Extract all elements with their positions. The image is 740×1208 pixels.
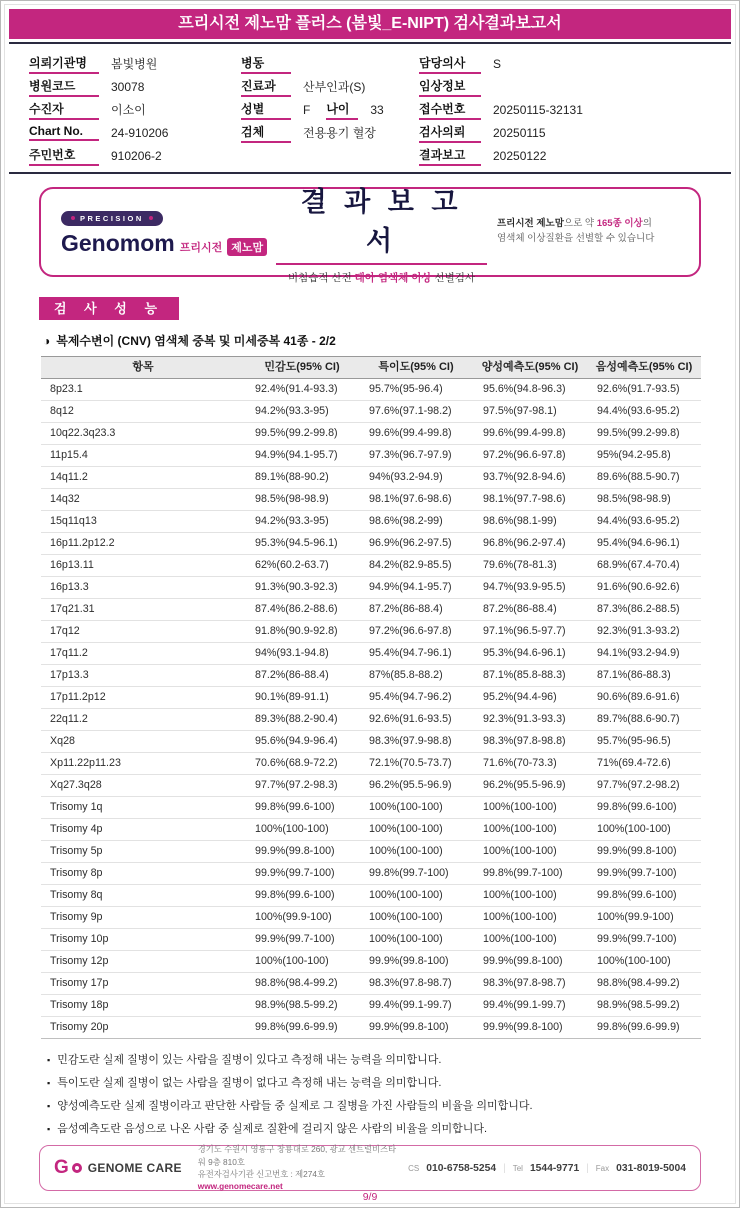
section-header-performance bbox=[39, 297, 179, 320]
footer-address bbox=[198, 1143, 398, 1193]
value-cell: 95.6%(94.8-96.3) bbox=[473, 379, 587, 401]
subtitle-post: 선별검사 bbox=[431, 271, 476, 284]
info-field bbox=[419, 52, 711, 75]
tagline-tail: 의 bbox=[642, 218, 652, 230]
report-title: 프리시전 제노맘 플러스 (봄빛_E-NIPT) 검사결과보고서 bbox=[178, 15, 562, 32]
region-cell: 22q11.2 bbox=[41, 709, 245, 731]
value-cell: 90.1%(89-91.1) bbox=[245, 687, 359, 709]
brand-kr-genomom: 제노맘 bbox=[227, 238, 267, 256]
value-cell: 95%(94.2-95.8) bbox=[587, 445, 701, 467]
value-cell: 87.1%(85.8-88.3) bbox=[473, 665, 587, 687]
info-field bbox=[241, 52, 419, 75]
page-number: 9/9 bbox=[362, 1191, 378, 1203]
value-cell: 100%(99.9-100) bbox=[245, 907, 359, 929]
patient-info-section bbox=[29, 52, 711, 167]
genomom-logo bbox=[61, 207, 266, 257]
value-cell: 79.6%(78-81.3) bbox=[473, 555, 587, 577]
region-cell: Trisomy 8q bbox=[41, 885, 245, 907]
contact-label: CS bbox=[408, 1163, 420, 1173]
table-row bbox=[41, 467, 701, 489]
region-cell: Trisomy 10p bbox=[41, 929, 245, 951]
value-cell: 91.3%(90.3-92.3) bbox=[245, 577, 359, 599]
value-cell: 95.7%(95-96.4) bbox=[359, 379, 473, 401]
value-cell: 99.9%(99.7-100) bbox=[245, 929, 359, 951]
info-field bbox=[29, 98, 241, 121]
region-cell: Trisomy 12p bbox=[41, 951, 245, 973]
table-row bbox=[41, 863, 701, 885]
value-cell: 92.3%(91.3-93.2) bbox=[587, 621, 701, 643]
value-cell: 89.6%(88.5-90.7) bbox=[587, 467, 701, 489]
table-row bbox=[41, 445, 701, 467]
info-field-label: 성별 bbox=[241, 100, 291, 120]
value-cell: 96.9%(96.2-97.5) bbox=[359, 533, 473, 555]
value-cell: 99.8%(99.6-100) bbox=[245, 797, 359, 819]
value-cell: 98.8%(98.4-99.2) bbox=[587, 973, 701, 995]
note-item bbox=[47, 1099, 693, 1113]
info-field bbox=[241, 121, 419, 144]
table-row bbox=[41, 819, 701, 841]
info-field bbox=[241, 75, 419, 98]
value-cell: 87%(85.8-88.2) bbox=[359, 665, 473, 687]
region-cell: 14q11.2 bbox=[41, 467, 245, 489]
value-cell: 100%(100-100) bbox=[473, 841, 587, 863]
value-cell: 87.2%(86-88.4) bbox=[473, 599, 587, 621]
info-col-3 bbox=[419, 52, 711, 167]
value-cell: 95.7%(95-96.5) bbox=[587, 731, 701, 753]
value-cell: 98.3%(97.8-98.7) bbox=[473, 973, 587, 995]
value-cell: 98.6%(98.1-99) bbox=[473, 511, 587, 533]
table-row bbox=[41, 995, 701, 1017]
report-box-tagline bbox=[497, 217, 679, 246]
table-row bbox=[41, 511, 701, 533]
info-field-value: 20250115-32131 bbox=[493, 102, 583, 117]
value-cell: 99.8%(99.6-99.9) bbox=[245, 1017, 359, 1039]
brand-line bbox=[61, 230, 266, 257]
bullet-icon: ▪ bbox=[47, 1078, 51, 1088]
value-cell: 98.6%(98.2-99) bbox=[359, 511, 473, 533]
info-field-label: 주민번호 bbox=[29, 146, 99, 166]
value-cell: 98.3%(97.8-98.7) bbox=[359, 973, 473, 995]
value-cell: 100%(100-100) bbox=[587, 819, 701, 841]
value-cell: 72.1%(70.5-73.7) bbox=[359, 753, 473, 775]
region-cell: 14q32 bbox=[41, 489, 245, 511]
value-cell: 100%(100-100) bbox=[473, 797, 587, 819]
value-cell: 99.9%(99.8-100) bbox=[473, 1017, 587, 1039]
note-text: 민감도란 실제 질병이 있는 사람을 질병이 있다고 측정해 내는 능력을 의미합니다. bbox=[57, 1054, 442, 1066]
tagline-line2: 염색체 이상질환을 선별할 수 있습니다 bbox=[497, 233, 655, 244]
info-field-value: 봄빛병원 bbox=[111, 57, 158, 71]
info-field-label: 병원코드 bbox=[29, 77, 99, 97]
address-line-1: 경기도 수원시 영통구 창룡대로 260, 광교 센트럴비즈타워 9층 810호 bbox=[197, 1144, 397, 1167]
brand-name: Genomom bbox=[61, 229, 175, 256]
info-field-label: 나이 bbox=[326, 100, 358, 120]
genomecare-logo-icon: G bbox=[54, 1157, 69, 1178]
value-cell: 70.6%(68.9-72.2) bbox=[245, 753, 359, 775]
region-cell: 15q11q13 bbox=[41, 511, 245, 533]
precision-badge-label: PRECISION bbox=[80, 213, 144, 223]
bullet-icon: ▪ bbox=[47, 1124, 51, 1134]
region-cell: 17q11.2 bbox=[41, 643, 245, 665]
column-header: 음성예측도(95% CI) bbox=[587, 357, 701, 379]
value-cell: 84.2%(82.9-85.5) bbox=[359, 555, 473, 577]
info-field-label: 검체 bbox=[241, 123, 291, 143]
value-cell: 89.7%(88.6-90.7) bbox=[587, 709, 701, 731]
value-cell: 91.6%(90.6-92.6) bbox=[587, 577, 701, 599]
table-row bbox=[41, 401, 701, 423]
value-cell: 62%(60.2-63.7) bbox=[245, 555, 359, 577]
table-row bbox=[41, 973, 701, 995]
value-cell: 87.2%(86-88.4) bbox=[359, 599, 473, 621]
info-field bbox=[29, 121, 241, 144]
info-field-value: 산부인과(S) bbox=[303, 80, 366, 94]
value-cell: 98.1%(97.6-98.6) bbox=[359, 489, 473, 511]
value-cell: 97.6%(97.1-98.2) bbox=[359, 401, 473, 423]
value-cell: 99.8%(99.7-100) bbox=[473, 863, 587, 885]
value-cell: 94.4%(93.6-95.2) bbox=[587, 511, 701, 533]
region-cell: 16p13.11 bbox=[41, 555, 245, 577]
note-item bbox=[47, 1122, 693, 1136]
value-cell: 99.9%(99.8-100) bbox=[473, 951, 587, 973]
info-field-value: 이소이 bbox=[111, 103, 146, 117]
value-cell: 94.2%(93.3-95) bbox=[245, 511, 359, 533]
info-divider bbox=[9, 172, 731, 174]
value-cell: 94%(93.2-94.9) bbox=[359, 467, 473, 489]
info-field bbox=[419, 98, 711, 121]
region-cell: Trisomy 1q bbox=[41, 797, 245, 819]
info-field bbox=[419, 144, 711, 167]
performance-table-head bbox=[41, 357, 701, 379]
table-row bbox=[41, 929, 701, 951]
value-cell: 100%(100-100) bbox=[359, 929, 473, 951]
brand-kr-precision: 프리시전 bbox=[179, 241, 223, 254]
value-cell: 92.4%(91.4-93.3) bbox=[245, 379, 359, 401]
info-field-label: Chart No. bbox=[29, 124, 99, 141]
column-header: 양성예측도(95% CI) bbox=[473, 357, 587, 379]
value-cell: 99.5%(99.2-99.8) bbox=[587, 423, 701, 445]
value-cell: 99.8%(99.6-100) bbox=[587, 885, 701, 907]
dot-icon bbox=[149, 216, 153, 220]
value-cell: 94.1%(93.2-94.9) bbox=[587, 643, 701, 665]
value-cell: 99.9%(99.7-100) bbox=[245, 863, 359, 885]
notes-section bbox=[47, 1053, 693, 1136]
tagline-highlight: 165종 이상 bbox=[596, 218, 643, 230]
info-field-value: S bbox=[493, 56, 502, 71]
value-cell: 98.5%(98-98.9) bbox=[245, 489, 359, 511]
info-field bbox=[241, 98, 419, 121]
value-cell: 100%(100-100) bbox=[587, 951, 701, 973]
contact-label: Fax bbox=[595, 1163, 610, 1173]
info-field bbox=[419, 75, 711, 98]
table-row bbox=[41, 379, 701, 401]
value-cell: 99.9%(99.8-100) bbox=[359, 1017, 473, 1039]
note-text: 양성예측도란 실제 질병이라고 판단한 사람들 중 실제로 그 질병을 가진 사람들의 비율을 의미합니다. bbox=[57, 1100, 533, 1112]
value-cell: 95.2%(94.4-96) bbox=[473, 687, 587, 709]
table-row bbox=[41, 577, 701, 599]
region-cell: 16p13.3 bbox=[41, 577, 245, 599]
value-cell: 100%(100-100) bbox=[245, 819, 359, 841]
value-cell: 98.9%(98.5-99.2) bbox=[245, 995, 359, 1017]
value-cell: 99.9%(99.8-100) bbox=[359, 951, 473, 973]
value-cell: 98.9%(98.5-99.2) bbox=[587, 995, 701, 1017]
value-cell: 98.5%(98-98.9) bbox=[587, 489, 701, 511]
region-cell: Xq28 bbox=[41, 731, 245, 753]
region-cell: 8p23.1 bbox=[41, 379, 245, 401]
info-field-value: 전용용기 혈장 bbox=[303, 126, 376, 140]
info-field-value: 33 bbox=[370, 102, 384, 117]
value-cell: 92.6%(91.6-93.5) bbox=[359, 709, 473, 731]
table-caption-text: 복제수변이 (CNV) 염색체 중복 및 미세중복 41종 - 2/2 bbox=[56, 334, 336, 348]
region-cell: 17q21.31 bbox=[41, 599, 245, 621]
company-name: GENOME CARE bbox=[87, 1161, 182, 1175]
value-cell: 96.2%(95.5-96.9) bbox=[359, 775, 473, 797]
value-cell: 68.9%(67.4-70.4) bbox=[587, 555, 701, 577]
table-row bbox=[41, 665, 701, 687]
value-cell: 87.3%(86.2-88.5) bbox=[587, 599, 701, 621]
value-cell: 100%(100-100) bbox=[359, 885, 473, 907]
precision-badge bbox=[61, 211, 163, 226]
value-cell: 98.3%(97.8-98.8) bbox=[473, 731, 587, 753]
value-cell: 100%(100-100) bbox=[359, 819, 473, 841]
dot-icon bbox=[71, 216, 75, 220]
value-cell: 97.7%(97.2-98.3) bbox=[245, 775, 359, 797]
result-report-box bbox=[39, 186, 701, 284]
value-cell: 95.4%(94.7-96.1) bbox=[359, 643, 473, 665]
value-cell: 99.9%(99.8-100) bbox=[245, 841, 359, 863]
table-row bbox=[41, 951, 701, 973]
info-field-label: 진료과 bbox=[241, 77, 291, 97]
address-line-2: 유전자검사기관 신고번호 : 제274호 bbox=[197, 1169, 326, 1179]
table-row bbox=[41, 841, 701, 863]
value-cell: 71.6%(70-73.3) bbox=[473, 753, 587, 775]
value-cell: 92.6%(91.7-93.5) bbox=[587, 379, 701, 401]
table-row bbox=[41, 533, 701, 555]
info-field-value: 20250115 bbox=[493, 125, 546, 140]
region-cell: 10q22.3q23.3 bbox=[41, 423, 245, 445]
info-field-label: 수진자 bbox=[29, 100, 99, 120]
value-cell: 98.3%(97.9-98.8) bbox=[359, 731, 473, 753]
value-cell: 97.1%(96.5-97.7) bbox=[473, 621, 587, 643]
value-cell: 99.6%(99.4-99.8) bbox=[473, 423, 587, 445]
bullet-icon: ▪ bbox=[47, 1101, 51, 1111]
performance-table bbox=[41, 356, 701, 1039]
info-field-value: 30078 bbox=[111, 79, 145, 94]
value-cell: 94.2%(93.3-95) bbox=[245, 401, 359, 423]
website-link: www.genomecare.net bbox=[197, 1181, 283, 1192]
subtitle-pre: 비침습적 산전 bbox=[287, 271, 355, 284]
region-cell: Trisomy 8p bbox=[41, 863, 245, 885]
value-cell: 87.2%(86-88.4) bbox=[245, 665, 359, 687]
region-cell: 8q12 bbox=[41, 401, 245, 423]
report-title-bar bbox=[9, 9, 731, 39]
region-cell: 17p11.2p12 bbox=[41, 687, 245, 709]
table-row bbox=[41, 1017, 701, 1039]
value-cell: 96.8%(96.2-97.4) bbox=[473, 533, 587, 555]
note-item bbox=[47, 1076, 693, 1090]
tagline-mid: 으로 약 bbox=[563, 218, 597, 230]
value-cell: 94.9%(94.1-95.7) bbox=[245, 445, 359, 467]
value-cell: 95.4%(94.7-96.2) bbox=[359, 687, 473, 709]
table-row bbox=[41, 709, 701, 731]
table-row bbox=[41, 907, 701, 929]
contact-value: 010-6758-5254 bbox=[426, 1162, 497, 1174]
info-col-1 bbox=[29, 52, 241, 167]
value-cell: 99.5%(99.2-99.8) bbox=[245, 423, 359, 445]
info-field-value: F bbox=[303, 102, 311, 117]
tagline-brand: 프리시전 제노맘 bbox=[497, 218, 564, 230]
value-cell: 94.7%(93.9-95.5) bbox=[473, 577, 587, 599]
value-cell: 99.8%(99.6-99.9) bbox=[587, 1017, 701, 1039]
contact-value: 1544-9771 bbox=[529, 1162, 580, 1174]
table-row bbox=[41, 753, 701, 775]
table-row bbox=[41, 731, 701, 753]
table-row bbox=[41, 643, 701, 665]
value-cell: 97.7%(97.2-98.2) bbox=[587, 775, 701, 797]
title-divider bbox=[9, 42, 731, 44]
region-cell: 16p11.2p12.2 bbox=[41, 533, 245, 555]
info-field bbox=[29, 144, 241, 167]
region-cell: Trisomy 4p bbox=[41, 819, 245, 841]
note-item bbox=[47, 1053, 693, 1067]
info-field-value: 20250122 bbox=[493, 148, 547, 163]
value-cell: 94.4%(93.6-95.2) bbox=[587, 401, 701, 423]
report-box-title-block bbox=[276, 180, 487, 285]
column-header: 특이도(95% CI) bbox=[359, 357, 473, 379]
info-field-label: 병동 bbox=[241, 54, 291, 74]
value-cell: 99.9%(99.8-100) bbox=[587, 841, 701, 863]
value-cell: 95.4%(94.6-96.1) bbox=[587, 533, 701, 555]
value-cell: 100%(100-100) bbox=[473, 885, 587, 907]
value-cell: 100%(100-100) bbox=[473, 929, 587, 951]
info-field-label: 의뢰기관명 bbox=[29, 54, 99, 74]
contact-separator: | bbox=[586, 1162, 589, 1174]
bullet-icon: ▪ bbox=[47, 1055, 51, 1065]
value-cell: 97.2%(96.6-97.8) bbox=[359, 621, 473, 643]
table-row bbox=[41, 489, 701, 511]
table-row bbox=[41, 775, 701, 797]
contact-value: 031-8019-5004 bbox=[616, 1162, 686, 1174]
value-cell: 89.3%(88.2-90.4) bbox=[245, 709, 359, 731]
value-cell: 99.9%(99.7-100) bbox=[587, 929, 701, 951]
result-report-subtitle bbox=[276, 270, 487, 285]
info-field-value: 24-910206 bbox=[111, 125, 169, 140]
region-cell: Trisomy 5p bbox=[41, 841, 245, 863]
info-field bbox=[419, 121, 711, 144]
table-row bbox=[41, 423, 701, 445]
value-cell: 97.2%(96.6-97.8) bbox=[473, 445, 587, 467]
info-field-label: 담당의사 bbox=[419, 54, 481, 74]
value-cell: 99.4%(99.1-99.7) bbox=[473, 995, 587, 1017]
value-cell: 99.6%(99.4-99.8) bbox=[359, 423, 473, 445]
value-cell: 96.2%(95.5-96.9) bbox=[473, 775, 587, 797]
value-cell: 100%(100-100) bbox=[359, 797, 473, 819]
section-title: 검 사 성 능 bbox=[53, 301, 165, 316]
info-field-label: 결과보고 bbox=[419, 146, 481, 166]
value-cell: 100%(99.9-100) bbox=[587, 907, 701, 929]
region-cell: Xp11.22p11.23 bbox=[41, 753, 245, 775]
info-field-label: 임상정보 bbox=[419, 77, 481, 97]
result-report-heading: 결 과 보 고 서 bbox=[276, 180, 487, 265]
value-cell: 99.9%(99.7-100) bbox=[587, 863, 701, 885]
value-cell: 95.3%(94.5-96.1) bbox=[245, 533, 359, 555]
value-cell: 99.4%(99.1-99.7) bbox=[359, 995, 473, 1017]
value-cell: 99.8%(99.7-100) bbox=[359, 863, 473, 885]
info-field-value: 910206-2 bbox=[111, 148, 162, 163]
genomecare-logo bbox=[54, 1157, 182, 1179]
note-text: 특이도란 실제 질병이 없는 사람을 질병이 없다고 측정해 내는 능력을 의미합니다. bbox=[57, 1077, 442, 1089]
region-cell: Xq27.3q28 bbox=[41, 775, 245, 797]
note-text: 음성예측도란 음성으로 나온 사람 중 실제로 질환에 걸리지 않은 사람의 비율을 의미합니다. bbox=[57, 1123, 488, 1135]
region-cell: 17q12 bbox=[41, 621, 245, 643]
value-cell: 95.3%(94.6-96.1) bbox=[473, 643, 587, 665]
column-header: 항목 bbox=[41, 357, 245, 379]
region-cell: Trisomy 20p bbox=[41, 1017, 245, 1039]
value-cell: 98.1%(97.7-98.6) bbox=[473, 489, 587, 511]
table-row bbox=[41, 555, 701, 577]
table-row bbox=[41, 885, 701, 907]
region-cell: Trisomy 17p bbox=[41, 973, 245, 995]
value-cell: 92.3%(91.3-93.3) bbox=[473, 709, 587, 731]
value-cell: 100%(100-100) bbox=[473, 907, 587, 929]
contact-label: Tel bbox=[512, 1163, 523, 1173]
value-cell: 99.8%(99.6-100) bbox=[587, 797, 701, 819]
info-field-label: 검사의뢰 bbox=[419, 123, 481, 143]
region-cell: Trisomy 9p bbox=[41, 907, 245, 929]
value-cell: 100%(100-100) bbox=[359, 907, 473, 929]
region-cell: 17p13.3 bbox=[41, 665, 245, 687]
performance-table-body bbox=[41, 379, 701, 1039]
info-field bbox=[29, 75, 241, 98]
contact-separator: | bbox=[503, 1162, 506, 1174]
value-cell: 98.8%(98.4-99.2) bbox=[245, 973, 359, 995]
table-row bbox=[41, 599, 701, 621]
value-cell: 100%(100-100) bbox=[245, 951, 359, 973]
info-field-label: 접수번호 bbox=[419, 100, 481, 120]
value-cell: 93.7%(92.8-94.6) bbox=[473, 467, 587, 489]
genomecare-ring-icon bbox=[72, 1163, 82, 1173]
value-cell: 100%(100-100) bbox=[473, 819, 587, 841]
value-cell: 89.1%(88-90.2) bbox=[245, 467, 359, 489]
value-cell: 91.8%(90.9-92.8) bbox=[245, 621, 359, 643]
value-cell: 87.4%(86.2-88.6) bbox=[245, 599, 359, 621]
value-cell: 95.6%(94.9-96.4) bbox=[245, 731, 359, 753]
footer bbox=[39, 1145, 701, 1191]
region-cell: Trisomy 18p bbox=[41, 995, 245, 1017]
table-caption bbox=[43, 332, 697, 349]
half-circle-icon: ◑ bbox=[43, 333, 51, 348]
value-cell: 71%(69.4-72.6) bbox=[587, 753, 701, 775]
value-cell: 99.8%(99.6-100) bbox=[245, 885, 359, 907]
info-field bbox=[29, 52, 241, 75]
value-cell: 94.9%(94.1-95.7) bbox=[359, 577, 473, 599]
region-cell: 11p15.4 bbox=[41, 445, 245, 467]
value-cell: 87.1%(86-88.3) bbox=[587, 665, 701, 687]
value-cell: 97.5%(97-98.1) bbox=[473, 401, 587, 423]
subtitle-highlight: 태아 염색체 이상 bbox=[354, 271, 432, 284]
header-row bbox=[41, 357, 701, 379]
table-row bbox=[41, 687, 701, 709]
table-row bbox=[41, 621, 701, 643]
column-header: 민감도(95% CI) bbox=[245, 357, 359, 379]
value-cell: 100%(100-100) bbox=[359, 841, 473, 863]
value-cell: 90.6%(89.6-91.6) bbox=[587, 687, 701, 709]
value-cell: 97.3%(96.7-97.9) bbox=[359, 445, 473, 467]
value-cell: 94%(93.1-94.8) bbox=[245, 643, 359, 665]
info-col-2 bbox=[241, 52, 419, 167]
footer-contacts bbox=[408, 1163, 686, 1174]
table-row bbox=[41, 797, 701, 819]
